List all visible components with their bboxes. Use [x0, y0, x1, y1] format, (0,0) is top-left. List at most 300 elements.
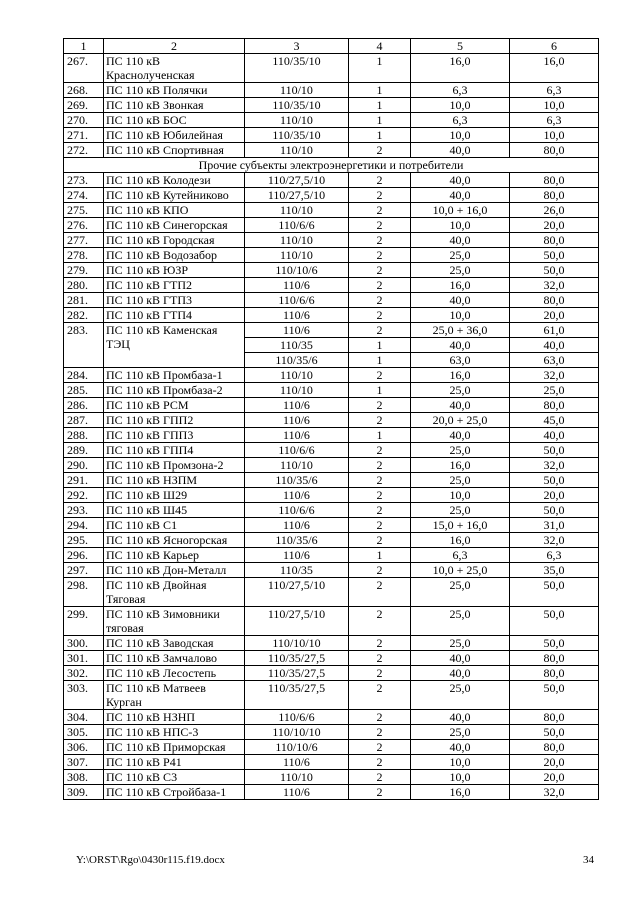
- voltage: 110/6: [245, 488, 349, 503]
- total-power: 80,0: [510, 173, 599, 188]
- substation-name: ПС 110 кВ Приморская: [104, 740, 245, 755]
- transformer-count: 2: [349, 218, 411, 233]
- transformer-power: 16,0: [411, 533, 510, 548]
- total-power: 80,0: [510, 293, 599, 308]
- transformer-count: 2: [349, 413, 411, 428]
- voltage: 110/35/10: [245, 98, 349, 113]
- substation-name: ПС 110 кВ Полячки: [104, 83, 245, 98]
- voltage: 110/35/6: [245, 353, 349, 368]
- row-number: 289.: [64, 443, 104, 458]
- row-number: 278.: [64, 248, 104, 263]
- substation-name: ПС 110 кВ Каменская ТЭЦ: [104, 323, 245, 368]
- transformer-count: 2: [349, 233, 411, 248]
- transformer-power: 16,0: [411, 785, 510, 800]
- transformer-power: 25,0: [411, 263, 510, 278]
- transformer-count: 2: [349, 278, 411, 293]
- substation-name: ПС 110 кВ Промзона-2: [104, 458, 245, 473]
- table-row: [64, 681, 599, 710]
- substation-name: ПС 110 кВ Ш45: [104, 503, 245, 518]
- voltage: 110/35/10: [245, 128, 349, 143]
- voltage: 110/27,5/10: [245, 578, 349, 607]
- voltage: 110/35/6: [245, 473, 349, 488]
- table-row: [64, 323, 599, 338]
- transformer-count: 2: [349, 740, 411, 755]
- table-row: [64, 770, 599, 785]
- substation-name: ПС 110 кВ Городская: [104, 233, 245, 248]
- column-header: 3: [245, 39, 349, 54]
- total-power: 63,0: [510, 353, 599, 368]
- substation-name: ПС 110 кВ Водозабор: [104, 248, 245, 263]
- transformer-power: 16,0: [411, 54, 510, 83]
- voltage: 110/35: [245, 338, 349, 353]
- column-header: 6: [510, 39, 599, 54]
- substation-name: ПС 110 кВ ГПП2: [104, 413, 245, 428]
- substation-name: ПС 110 кВ НПС-3: [104, 725, 245, 740]
- transformer-count: 1: [349, 98, 411, 113]
- transformer-power: 6,3: [411, 83, 510, 98]
- transformer-power: 10,0: [411, 770, 510, 785]
- transformer-count: 2: [349, 563, 411, 578]
- table-row: [64, 54, 599, 83]
- row-number: 306.: [64, 740, 104, 755]
- transformer-count: 2: [349, 473, 411, 488]
- substation-name: ПС 110 кВ С3: [104, 770, 245, 785]
- table-row: [64, 263, 599, 278]
- total-power: 16,0: [510, 54, 599, 83]
- row-number: 305.: [64, 725, 104, 740]
- voltage: 110/6: [245, 518, 349, 533]
- substation-name: ПС 110 кВ Краснолученская: [104, 54, 245, 83]
- transformer-count: 2: [349, 203, 411, 218]
- voltage: 110/10: [245, 143, 349, 158]
- total-power: 50,0: [510, 636, 599, 651]
- transformer-count: 2: [349, 770, 411, 785]
- substation-name: ПС 110 кВ Двойная Тяговая: [104, 578, 245, 607]
- transformer-count: 2: [349, 188, 411, 203]
- total-power: 50,0: [510, 725, 599, 740]
- table-row: [64, 607, 599, 636]
- total-power: 50,0: [510, 578, 599, 607]
- voltage: 110/10: [245, 383, 349, 398]
- voltage: 110/27,5/10: [245, 188, 349, 203]
- voltage: 110/10: [245, 113, 349, 128]
- substation-name: ПС 110 кВ ГПП4: [104, 443, 245, 458]
- transformer-count: 1: [349, 128, 411, 143]
- substation-name: ПС 110 кВ БОС: [104, 113, 245, 128]
- transformer-power: 40,0: [411, 398, 510, 413]
- total-power: 80,0: [510, 233, 599, 248]
- total-power: 25,0: [510, 383, 599, 398]
- voltage: 110/10/10: [245, 725, 349, 740]
- table-row: [64, 128, 599, 143]
- table-row: [64, 578, 599, 607]
- table-header-row: [64, 39, 599, 54]
- transformer-power: 25,0: [411, 578, 510, 607]
- table-row: [64, 278, 599, 293]
- transformer-power: 40,0: [411, 428, 510, 443]
- transformer-power: 25,0: [411, 607, 510, 636]
- section-title: Прочие субъекты электроэнергетики и потребители: [64, 158, 599, 173]
- transformer-count: 2: [349, 651, 411, 666]
- substation-name: ПС 110 кВ Юбилейная: [104, 128, 245, 143]
- transformer-power: 40,0: [411, 233, 510, 248]
- total-power: 80,0: [510, 188, 599, 203]
- substation-name: ПС 110 кВ НЗНП: [104, 710, 245, 725]
- transformer-power: 40,0: [411, 740, 510, 755]
- transformer-count: 1: [349, 113, 411, 128]
- total-power: 20,0: [510, 308, 599, 323]
- table-row: [64, 533, 599, 548]
- voltage: 110/10/6: [245, 740, 349, 755]
- substation-name: ПС 110 кВ Ясногорская: [104, 533, 245, 548]
- row-number: 275.: [64, 203, 104, 218]
- voltage: 110/27,5/10: [245, 173, 349, 188]
- transformer-count: 2: [349, 503, 411, 518]
- transformer-count: 2: [349, 666, 411, 681]
- table-row: [64, 398, 599, 413]
- row-number: 309.: [64, 785, 104, 800]
- row-number: 298.: [64, 578, 104, 607]
- total-power: 50,0: [510, 248, 599, 263]
- row-number: 277.: [64, 233, 104, 248]
- transformer-count: 2: [349, 488, 411, 503]
- transformer-power: 40,0: [411, 188, 510, 203]
- column-header: 2: [104, 39, 245, 54]
- voltage: 110/10/6: [245, 263, 349, 278]
- transformer-power: 25,0: [411, 725, 510, 740]
- row-number: 303.: [64, 681, 104, 710]
- voltage: 110/6/6: [245, 293, 349, 308]
- row-number: 302.: [64, 666, 104, 681]
- voltage: 110/6: [245, 413, 349, 428]
- total-power: 20,0: [510, 218, 599, 233]
- total-power: 10,0: [510, 128, 599, 143]
- total-power: 31,0: [510, 518, 599, 533]
- section-row: [64, 158, 599, 173]
- transformer-count: 2: [349, 578, 411, 607]
- row-number: 287.: [64, 413, 104, 428]
- total-power: 50,0: [510, 681, 599, 710]
- voltage: 110/10: [245, 458, 349, 473]
- row-number: 308.: [64, 770, 104, 785]
- transformer-power: 25,0: [411, 248, 510, 263]
- substation-name: ПС 110 кВ Спортивная: [104, 143, 245, 158]
- row-number: 281.: [64, 293, 104, 308]
- voltage: 110/35/27,5: [245, 651, 349, 666]
- transformer-count: 2: [349, 443, 411, 458]
- row-number: 295.: [64, 533, 104, 548]
- table-row: [64, 488, 599, 503]
- transformer-power: 25,0: [411, 443, 510, 458]
- voltage: 110/6: [245, 398, 349, 413]
- row-number: 276.: [64, 218, 104, 233]
- substation-name: ПС 110 кВ Ш29: [104, 488, 245, 503]
- substation-name: ПС 110 кВ ГТП3: [104, 293, 245, 308]
- transformer-power: 10,0 + 16,0: [411, 203, 510, 218]
- total-power: 50,0: [510, 443, 599, 458]
- column-header: 1: [64, 39, 104, 54]
- row-number: 267.: [64, 54, 104, 83]
- transformer-power: 25,0: [411, 681, 510, 710]
- total-power: 50,0: [510, 503, 599, 518]
- total-power: 32,0: [510, 278, 599, 293]
- voltage: 110/35/10: [245, 54, 349, 83]
- table-row: [64, 413, 599, 428]
- transformer-count: 1: [349, 54, 411, 83]
- transformer-power: 25,0: [411, 473, 510, 488]
- total-power: 32,0: [510, 458, 599, 473]
- voltage: 110/6/6: [245, 503, 349, 518]
- transformer-power: 10,0 + 25,0: [411, 563, 510, 578]
- total-power: 6,3: [510, 113, 599, 128]
- table-row: [64, 548, 599, 563]
- table-row: [64, 83, 599, 98]
- transformer-power: 40,0: [411, 666, 510, 681]
- total-power: 20,0: [510, 755, 599, 770]
- voltage: 110/35/27,5: [245, 666, 349, 681]
- substation-name: ПС 110 кВ Промбаза-2: [104, 383, 245, 398]
- table-row: [64, 518, 599, 533]
- table-row: [64, 98, 599, 113]
- voltage: 110/6/6: [245, 218, 349, 233]
- total-power: 80,0: [510, 710, 599, 725]
- total-power: 45,0: [510, 413, 599, 428]
- table-row: [64, 293, 599, 308]
- transformer-count: 2: [349, 323, 411, 338]
- table-row: [64, 755, 599, 770]
- table-row: [64, 740, 599, 755]
- transformer-power: 10,0: [411, 308, 510, 323]
- transformer-count: 1: [349, 428, 411, 443]
- row-number: 285.: [64, 383, 104, 398]
- total-power: 20,0: [510, 488, 599, 503]
- transformer-count: 2: [349, 293, 411, 308]
- substation-name: ПС 110 кВ Матвеев Курган: [104, 681, 245, 710]
- substation-name: ПС 110 кВ Синегорская: [104, 218, 245, 233]
- total-power: 32,0: [510, 368, 599, 383]
- substation-name: ПС 110 кВ Дон-Металл: [104, 563, 245, 578]
- row-number: 269.: [64, 98, 104, 113]
- table-row: [64, 173, 599, 188]
- table-row: [64, 563, 599, 578]
- voltage: 110/10: [245, 83, 349, 98]
- row-number: 286.: [64, 398, 104, 413]
- transformer-count: 2: [349, 755, 411, 770]
- substation-name: ПС 110 кВ С1: [104, 518, 245, 533]
- row-number: 280.: [64, 278, 104, 293]
- table-row: [64, 113, 599, 128]
- transformer-count: 2: [349, 533, 411, 548]
- table-row: [64, 725, 599, 740]
- voltage: 110/27,5/10: [245, 607, 349, 636]
- substation-name: ПС 110 кВ Звонкая: [104, 98, 245, 113]
- voltage: 110/6: [245, 785, 349, 800]
- footer-page-number: 34: [583, 854, 594, 866]
- table-row: [64, 218, 599, 233]
- voltage: 110/6/6: [245, 443, 349, 458]
- substation-name: ПС 110 кВ Р41: [104, 755, 245, 770]
- table-row: [64, 458, 599, 473]
- table-row: [64, 248, 599, 263]
- transformer-power: 10,0: [411, 98, 510, 113]
- table-row: [64, 143, 599, 158]
- row-number: 272.: [64, 143, 104, 158]
- voltage: 110/10: [245, 770, 349, 785]
- total-power: 80,0: [510, 651, 599, 666]
- row-number: 294.: [64, 518, 104, 533]
- transformer-power: 10,0: [411, 128, 510, 143]
- total-power: 40,0: [510, 338, 599, 353]
- table-row: [64, 473, 599, 488]
- row-number: 297.: [64, 563, 104, 578]
- transformer-power: 16,0: [411, 458, 510, 473]
- row-number: 307.: [64, 755, 104, 770]
- transformer-count: 2: [349, 725, 411, 740]
- transformer-count: 1: [349, 548, 411, 563]
- substation-name: ПС 110 кВ Колодези: [104, 173, 245, 188]
- transformer-count: 2: [349, 248, 411, 263]
- transformer-power: 16,0: [411, 368, 510, 383]
- substation-table: [63, 38, 599, 800]
- row-number: 282.: [64, 308, 104, 323]
- substation-name: ПС 110 кВ ГТП2: [104, 278, 245, 293]
- transformer-power: 25,0: [411, 503, 510, 518]
- voltage: 110/10: [245, 233, 349, 248]
- transformer-count: 1: [349, 83, 411, 98]
- transformer-power: 25,0 + 36,0: [411, 323, 510, 338]
- row-number: 299.: [64, 607, 104, 636]
- transformer-count: 2: [349, 173, 411, 188]
- substation-name: ПС 110 кВ Заводская: [104, 636, 245, 651]
- total-power: 20,0: [510, 770, 599, 785]
- voltage: 110/10: [245, 368, 349, 383]
- transformer-count: 1: [349, 338, 411, 353]
- table-row: [64, 308, 599, 323]
- row-number: 300.: [64, 636, 104, 651]
- total-power: 50,0: [510, 263, 599, 278]
- transformer-count: 2: [349, 710, 411, 725]
- transformer-power: 10,0: [411, 218, 510, 233]
- transformer-count: 1: [349, 383, 411, 398]
- total-power: 80,0: [510, 666, 599, 681]
- transformer-count: 2: [349, 607, 411, 636]
- row-number: 279.: [64, 263, 104, 278]
- transformer-count: 1: [349, 353, 411, 368]
- voltage: 110/35/27,5: [245, 681, 349, 710]
- total-power: 80,0: [510, 398, 599, 413]
- total-power: 32,0: [510, 533, 599, 548]
- row-number: 296.: [64, 548, 104, 563]
- voltage: 110/6: [245, 323, 349, 338]
- transformer-power: 25,0: [411, 383, 510, 398]
- transformer-power: 40,0: [411, 338, 510, 353]
- row-number: 270.: [64, 113, 104, 128]
- total-power: 50,0: [510, 607, 599, 636]
- voltage: 110/10: [245, 248, 349, 263]
- voltage: 110/10: [245, 203, 349, 218]
- total-power: 10,0: [510, 98, 599, 113]
- substation-name: ПС 110 кВ ЮЗР: [104, 263, 245, 278]
- transformer-power: 6,3: [411, 113, 510, 128]
- substation-name: ПС 110 кВ Замчалово: [104, 651, 245, 666]
- row-number: 271.: [64, 128, 104, 143]
- transformer-count: 2: [349, 263, 411, 278]
- total-power: 6,3: [510, 548, 599, 563]
- substation-name: ПС 110 кВ ГПП3: [104, 428, 245, 443]
- transformer-power: 40,0: [411, 143, 510, 158]
- row-number: 284.: [64, 368, 104, 383]
- table-row: [64, 368, 599, 383]
- row-number: 273.: [64, 173, 104, 188]
- footer-file-path: Y:\ORST\Rgo\0430r115.f19.docx: [76, 854, 225, 866]
- transformer-power: 15,0 + 16,0: [411, 518, 510, 533]
- substation-name: ПС 110 кВ ГТП4: [104, 308, 245, 323]
- transformer-count: 2: [349, 681, 411, 710]
- transformer-power: 25,0: [411, 636, 510, 651]
- transformer-power: 6,3: [411, 548, 510, 563]
- transformer-power: 10,0: [411, 755, 510, 770]
- voltage: 110/6/6: [245, 710, 349, 725]
- transformer-power: 16,0: [411, 278, 510, 293]
- row-number: 304.: [64, 710, 104, 725]
- row-number: 293.: [64, 503, 104, 518]
- row-number: 301.: [64, 651, 104, 666]
- table-row: [64, 503, 599, 518]
- total-power: 61,0: [510, 323, 599, 338]
- row-number: 274.: [64, 188, 104, 203]
- total-power: 80,0: [510, 740, 599, 755]
- substation-name: ПС 110 кВ Зимовники тяговая: [104, 607, 245, 636]
- substation-name: ПС 110 кВ Стройбаза-1: [104, 785, 245, 800]
- voltage: 110/6: [245, 755, 349, 770]
- row-number: 268.: [64, 83, 104, 98]
- table-row: [64, 651, 599, 666]
- voltage: 110/6: [245, 548, 349, 563]
- voltage: 110/6: [245, 308, 349, 323]
- row-number: 291.: [64, 473, 104, 488]
- transformer-count: 2: [349, 308, 411, 323]
- table-row: [64, 428, 599, 443]
- column-header: 5: [411, 39, 510, 54]
- transformer-power: 10,0: [411, 488, 510, 503]
- transformer-count: 2: [349, 458, 411, 473]
- total-power: 32,0: [510, 785, 599, 800]
- transformer-power: 40,0: [411, 293, 510, 308]
- voltage: 110/35: [245, 563, 349, 578]
- table-row: [64, 710, 599, 725]
- total-power: 6,3: [510, 83, 599, 98]
- table-row: [64, 188, 599, 203]
- transformer-power: 20,0 + 25,0: [411, 413, 510, 428]
- transformer-count: 2: [349, 518, 411, 533]
- transformer-count: 2: [349, 785, 411, 800]
- voltage: 110/6: [245, 428, 349, 443]
- row-number: 290.: [64, 458, 104, 473]
- total-power: 50,0: [510, 473, 599, 488]
- transformer-count: 2: [349, 636, 411, 651]
- table-row: [64, 666, 599, 681]
- row-number: 292.: [64, 488, 104, 503]
- substation-name: ПС 110 кВ НЗПМ: [104, 473, 245, 488]
- transformer-count: 2: [349, 398, 411, 413]
- voltage: 110/35/6: [245, 533, 349, 548]
- voltage: 110/10/10: [245, 636, 349, 651]
- substation-name: ПС 110 кВ Кутейниково: [104, 188, 245, 203]
- table-row: [64, 636, 599, 651]
- total-power: 80,0: [510, 143, 599, 158]
- substation-name: ПС 110 кВ РСМ: [104, 398, 245, 413]
- transformer-power: 40,0: [411, 173, 510, 188]
